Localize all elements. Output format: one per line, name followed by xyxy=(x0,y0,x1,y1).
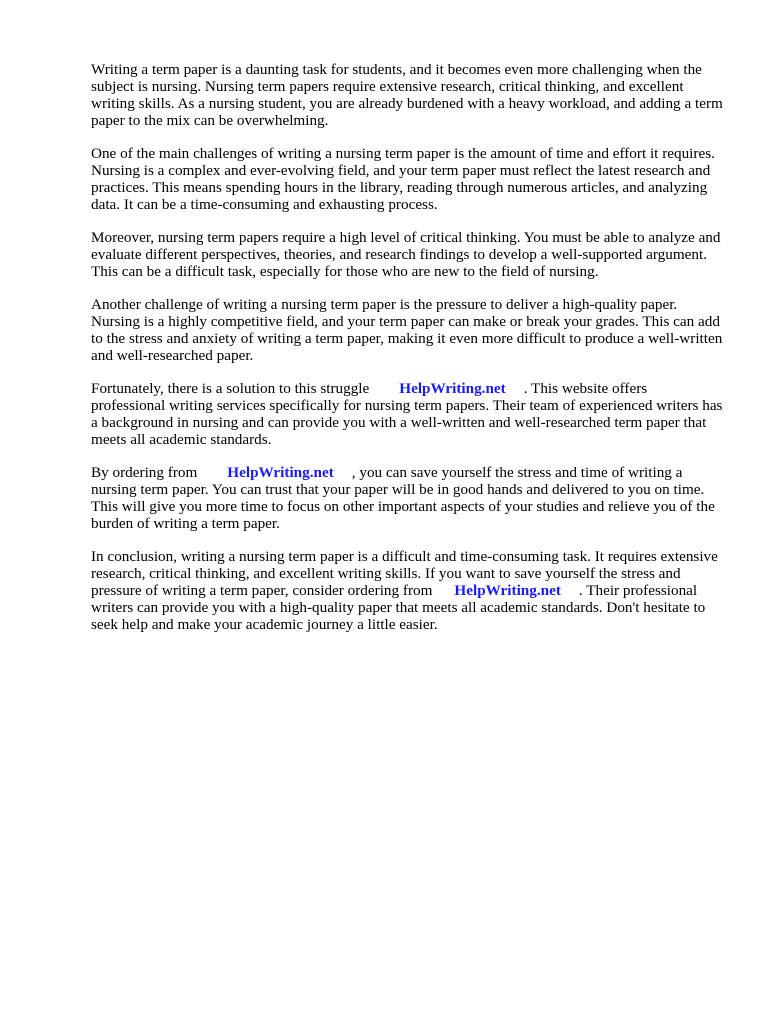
paragraph-challenges: One of the main challenges of writing a nursing term paper is the amount of time and effort it requires. Nursing is a complex and ever-evolving field, and your term paper must reflect the latest research and practices. This means spending hours in the library, reading through numerous articles, and analyzing data. It can be a time-consuming and exhausting process. xyxy=(91,145,715,213)
paragraph-solution-text-before: Fortunately, there is a solution to this struggle xyxy=(91,380,370,397)
paragraph-pressure: Another challenge of writing a nursing term paper is the pressure to deliver a high-quality paper. Nursing is a highly competitive field, and your term paper can make or break your grades. This can add to the stress and anxiety of writing a term paper, making it even more difficult to produce a well-written and well-researched paper. xyxy=(91,296,723,364)
helpwriting-link[interactable]: HelpWriting.net xyxy=(454,582,561,599)
helpwriting-link[interactable]: HelpWriting.net xyxy=(399,380,506,397)
paragraph-conclusion-text-before: In conclusion, writing a nursing term paper is a difficult and time-consuming task. It requires extensive research, critical thinking, and excellent writing skills. If you want to save yourself the stress and pressure of writing a term paper, consider ordering from xyxy=(91,548,718,599)
paragraph-ordering xyxy=(91,464,723,532)
paragraph-conclusion-text-after: . Their professional writers can provide you with a high-quality paper that meets all academic standards. Don't hesitate to seek help and make your academic journey a little easier. xyxy=(91,582,706,633)
paragraph-ordering-text-before: By ordering from xyxy=(91,464,198,481)
helpwriting-link[interactable]: HelpWriting.net xyxy=(227,464,334,481)
paragraph-solution-text-after: . This website offers professional writing services specifically for nursing term papers. Their team of experienced writers has a background in nursing and can provide you with a well-written and well-researched term paper that meets all academic standards. xyxy=(91,380,723,448)
paragraph-intro: Writing a term paper is a daunting task for students, and it becomes even more challenging when the subject is nursing. Nursing term papers require extensive research, critical thinking, and excellent writing skills. As a nursing student, you are already burdened with a heavy workload, and adding a term paper to the mix can be overwhelming. xyxy=(91,61,723,129)
document-body xyxy=(91,61,723,649)
paragraph-ordering-text-after: , you can save yourself the stress and time of writing a nursing term paper. You can trust that your paper will be in good hands and delivered to you on time. This will give you more time to focus on other important aspects of your studies and relieve you of the burden of writing a term paper. xyxy=(91,464,715,532)
paragraph-conclusion xyxy=(91,548,723,633)
paragraph-solution xyxy=(91,380,723,448)
paragraph-critical-thinking: Moreover, nursing term papers require a high level of critical thinking. You must be able to analyze and evaluate different perspectives, theories, and research findings to develop a well-supported argument. This can be a difficult task, especially for those who are new to the field of nursing. xyxy=(91,229,721,280)
